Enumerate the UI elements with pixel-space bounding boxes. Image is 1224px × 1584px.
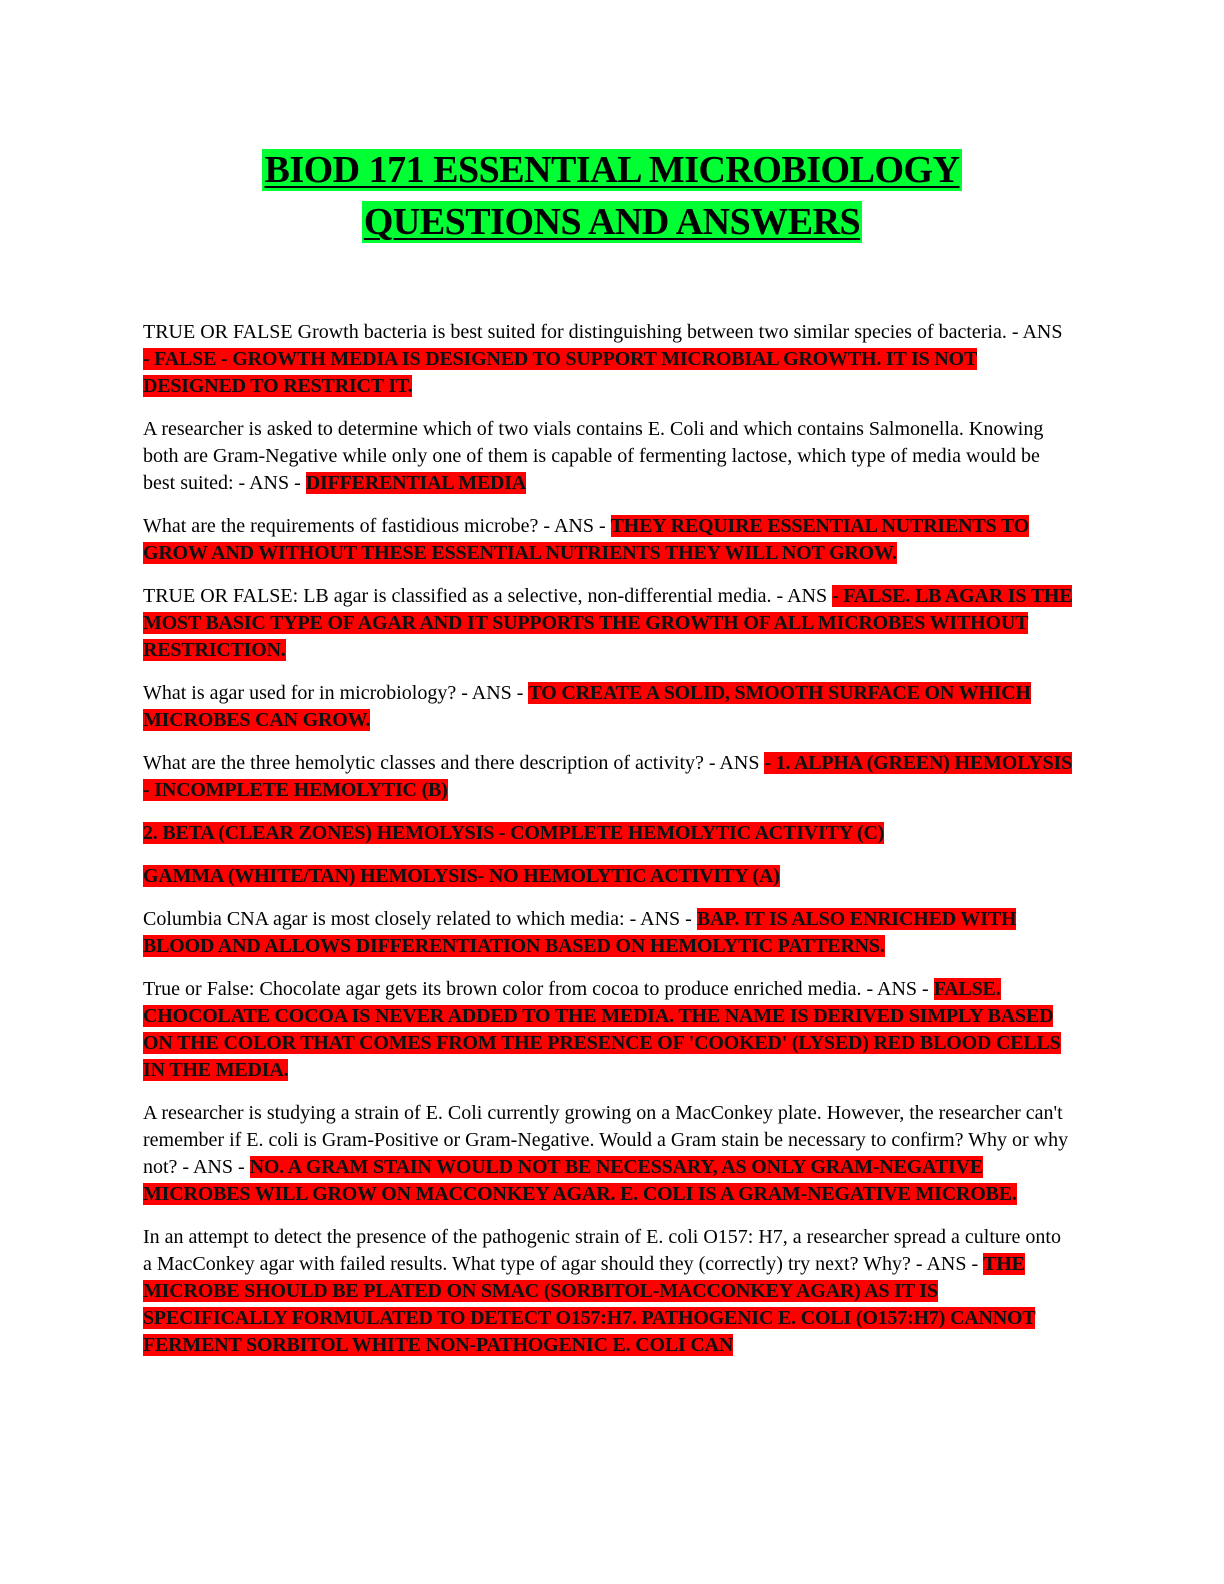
qa-item [143, 820, 1073, 847]
qa-item [143, 583, 1073, 664]
answer-text: FALSE. CHOCOLATE COCOA IS NEVER ADDED TO THE MEDIA. THE NAME IS DERIVED SIMPLY BASED ON THE COLOR THAT COMES FROM THE PRESENCE OF 'COOKED' (LYSED) RED BLOOD CELLS IN THE MEDIA. [143, 978, 1061, 1081]
question-text: True or False: Chocolate agar gets its brown color from cocoa to produce enriched media. - ANS - [143, 978, 934, 1000]
question-text: What is agar used for in microbiology? - ANS - [143, 682, 529, 704]
answer-text: TO CREATE A SOLID, SMOOTH SURFACE ON WHICH MICROBES CAN GROW. [143, 682, 1031, 731]
answer-text: DIFFERENTIAL MEDIA [305, 472, 527, 494]
qa-item [143, 976, 1073, 1084]
qa-item [143, 750, 1073, 804]
question-text: What are the requirements of fastidious microbe? - ANS - [143, 515, 611, 537]
answer-text: 2. BETA (CLEAR ZONES) HEMOLYSIS - COMPLETE HEMOLYTIC ACTIVITY (C) [143, 822, 885, 844]
qa-item [143, 416, 1073, 497]
question-text: TRUE OR FALSE: LB agar is classified as a selective, non-differential media. - ANS [143, 585, 833, 607]
answer-text: - FALSE. LB AGAR IS THE MOST BASIC TYPE OF AGAR AND IT SUPPORTS THE GROWTH OF ALL MICROBES WITHOUT RESTRICTION. [143, 585, 1073, 661]
qa-item [143, 1100, 1073, 1208]
question-text: A researcher is asked to determine which of two vials contains E. Coli and which contains Salmonella. Knowing both are Gram-Negative while only one of them is capable of fermenting lactose, which type of media would be best suited: - ANS - [143, 418, 1044, 494]
qa-item [143, 1224, 1073, 1359]
qa-item [143, 680, 1073, 734]
question-text: Columbia CNA agar is most closely related to which media: - ANS - [143, 908, 697, 930]
answer-text: - 1. ALPHA (GREEN) HEMOLYSIS - INCOMPLETE HEMOLYTIC (B) [143, 752, 1073, 801]
qa-item [143, 513, 1073, 567]
answer-text: GAMMA (WHITE/TAN) HEMOLYSIS- NO HEMOLYTIC ACTIVITY (A) [143, 865, 780, 887]
qa-item [143, 319, 1073, 400]
answer-text: - FALSE - GROWTH MEDIA IS DESIGNED TO SUPPORT MICROBIAL GROWTH. IT IS NOT DESIGNED TO RESTRICT IT. [143, 348, 978, 397]
answer-text: NO. A GRAM STAIN WOULD NOT BE NECESSARY, AS ONLY GRAM-NEGATIVE MICROBES WILL GROW ON MACCONKEY AGAR. E. COLI IS A GRAM-NEGATIVE MICROBE. [143, 1156, 1017, 1205]
title-line-2: QUESTIONS AND ANSWERS [363, 201, 861, 243]
answer-text: THEY REQUIRE ESSENTIAL NUTRIENTS TO GROW AND WITHOUT THESE ESSENTIAL NUTRIENTS THEY WILL NOT GROW. [143, 515, 1029, 564]
qa-list [143, 319, 1073, 1375]
question-text: A researcher is studying a strain of E. Coli currently growing on a MacConkey plate. However, the researcher can't remember if E. coli is Gram-Positive or Gram-Negative. Would a Gram stain be necessary to confirm? Why or why not? - ANS - [143, 1102, 1069, 1178]
question-text: What are the three hemolytic classes and there description of activity? - ANS [143, 752, 765, 774]
qa-item [143, 906, 1073, 960]
question-text: In an attempt to detect the presence of the pathogenic strain of E. coli O157: H7, a researcher spread a culture onto a MacConkey agar with failed results. What type of agar should they (correctly) try next? Why? - ANS - [143, 1226, 1061, 1275]
document-title [0, 144, 1224, 248]
answer-text: BAP. IT IS ALSO ENRICHED WITH BLOOD AND ALLOWS DIFFERENTIATION BASED ON HEMOLYTIC PATTERNS. [143, 908, 1017, 957]
qa-item [143, 863, 1073, 890]
question-text: TRUE OR FALSE Growth bacteria is best suited for distinguishing between two similar species of bacteria. - ANS [143, 321, 1063, 343]
answer-text: THE MICROBE SHOULD BE PLATED ON SMAC (SORBITOL-MACCONKEY AGAR) AS IT IS SPECIFICALLY FORMULATED TO DETECT O157:H7. PATHOGENIC E. COLI (O157:H7) CANNOT FERMENT SORBITOL WHITE NON-PATHOGENIC E. COLI CAN [143, 1253, 1036, 1356]
title-line-1: BIOD 171 ESSENTIAL MICROBIOLOGY [264, 149, 960, 191]
